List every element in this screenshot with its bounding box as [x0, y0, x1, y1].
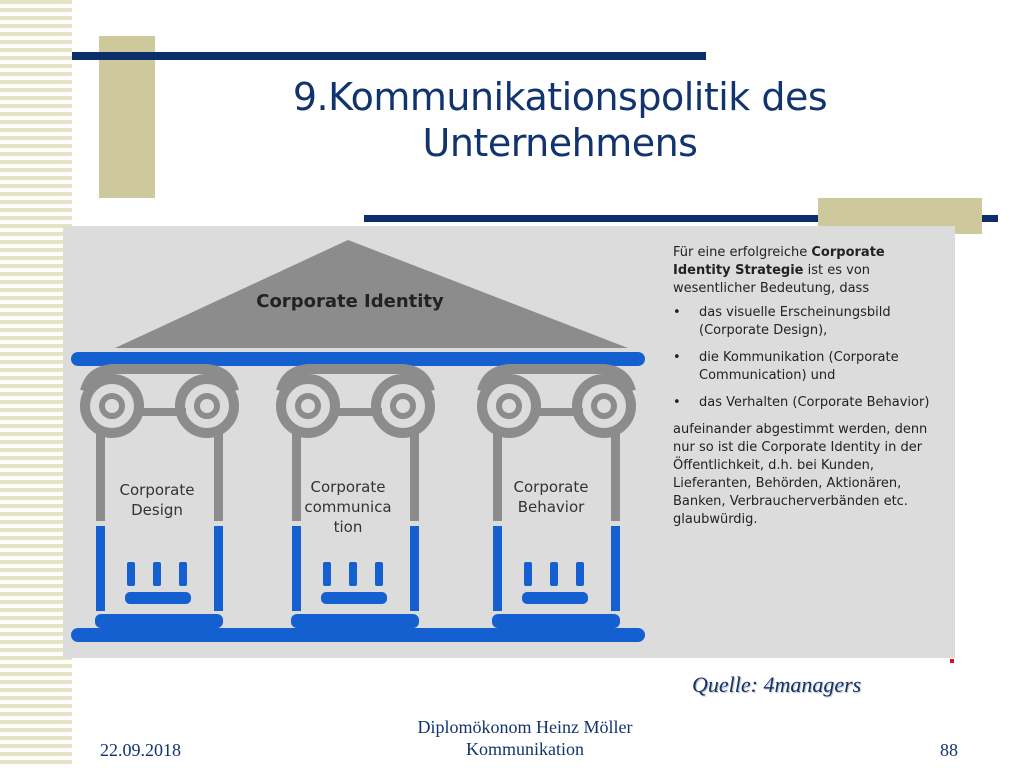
- slide-title-line2: Unternehmens: [422, 121, 698, 165]
- list-item: [673, 304, 945, 340]
- slide-title: [240, 74, 880, 166]
- column-label-communication-line1: Corporate: [310, 478, 386, 496]
- source-citation: Quelle: 4managers: [692, 672, 862, 697]
- footer-center: [380, 716, 670, 760]
- corporate-identity-figure: [63, 226, 955, 658]
- temple-beam: [71, 352, 645, 366]
- figure-intro-bold: Corporate Identity Strategie: [673, 245, 885, 278]
- list-item: [673, 349, 945, 385]
- decorative-stripes: [0, 0, 72, 768]
- slide-title-line1: 9.Kommunikationspolitik des: [292, 75, 828, 119]
- figure-closing: aufeinander abgestimmt werden, denn nur so ist die Corporate Identity in der Öffentlichkeit, d.h. bei Kunden, Lieferanten, Behörden, Aktionären, Banken, Verbraucherverbänden etc. glaubwürdig.: [673, 422, 928, 527]
- footer-author: Diplomökonom Heinz Möller: [417, 717, 633, 737]
- column-label-design-line2: Design: [131, 501, 183, 519]
- footer-topic: Kommunikation: [466, 739, 584, 759]
- list-item: [673, 394, 945, 412]
- column-label-communication-line3: tion: [333, 518, 363, 536]
- decorative-mark: [950, 659, 954, 663]
- figure-intro-c: ist es von wesentlicher Bedeutung, dass: [673, 263, 871, 296]
- column-label-behavior-line1: Corporate: [513, 478, 589, 496]
- decorative-tan-block: [99, 36, 155, 198]
- figure-description: [673, 244, 945, 529]
- bullet-icon: •: [673, 350, 681, 365]
- column-label-communication: [278, 477, 418, 537]
- column-label-behavior-line2: Behavior: [517, 498, 585, 516]
- figure-bullet-list: [673, 304, 945, 412]
- roof-label: Corporate Identity: [256, 291, 444, 312]
- figure-intro-a: Für eine erfolgreiche: [673, 245, 812, 260]
- column-label-design: [87, 480, 227, 520]
- footer-date: 22.09.2018: [100, 740, 181, 760]
- column-label-communication-line2: communica: [304, 498, 392, 516]
- bullet-icon: •: [673, 305, 681, 320]
- bullet-text: das visuelle Erscheinungsbild (Corporate Design),: [699, 305, 891, 338]
- bullet-text: das Verhalten (Corporate Behavior): [699, 395, 930, 410]
- figure-intro: [673, 244, 945, 298]
- column-label-design-line1: Corporate: [119, 481, 195, 499]
- temple-base: [71, 628, 645, 642]
- bullet-text: die Kommunikation (Corporate Communication) und: [699, 350, 899, 383]
- bullet-icon: •: [673, 395, 681, 410]
- column-label-behavior: [481, 477, 621, 517]
- title-bar-top: [72, 52, 706, 60]
- page-number: 88: [940, 740, 958, 760]
